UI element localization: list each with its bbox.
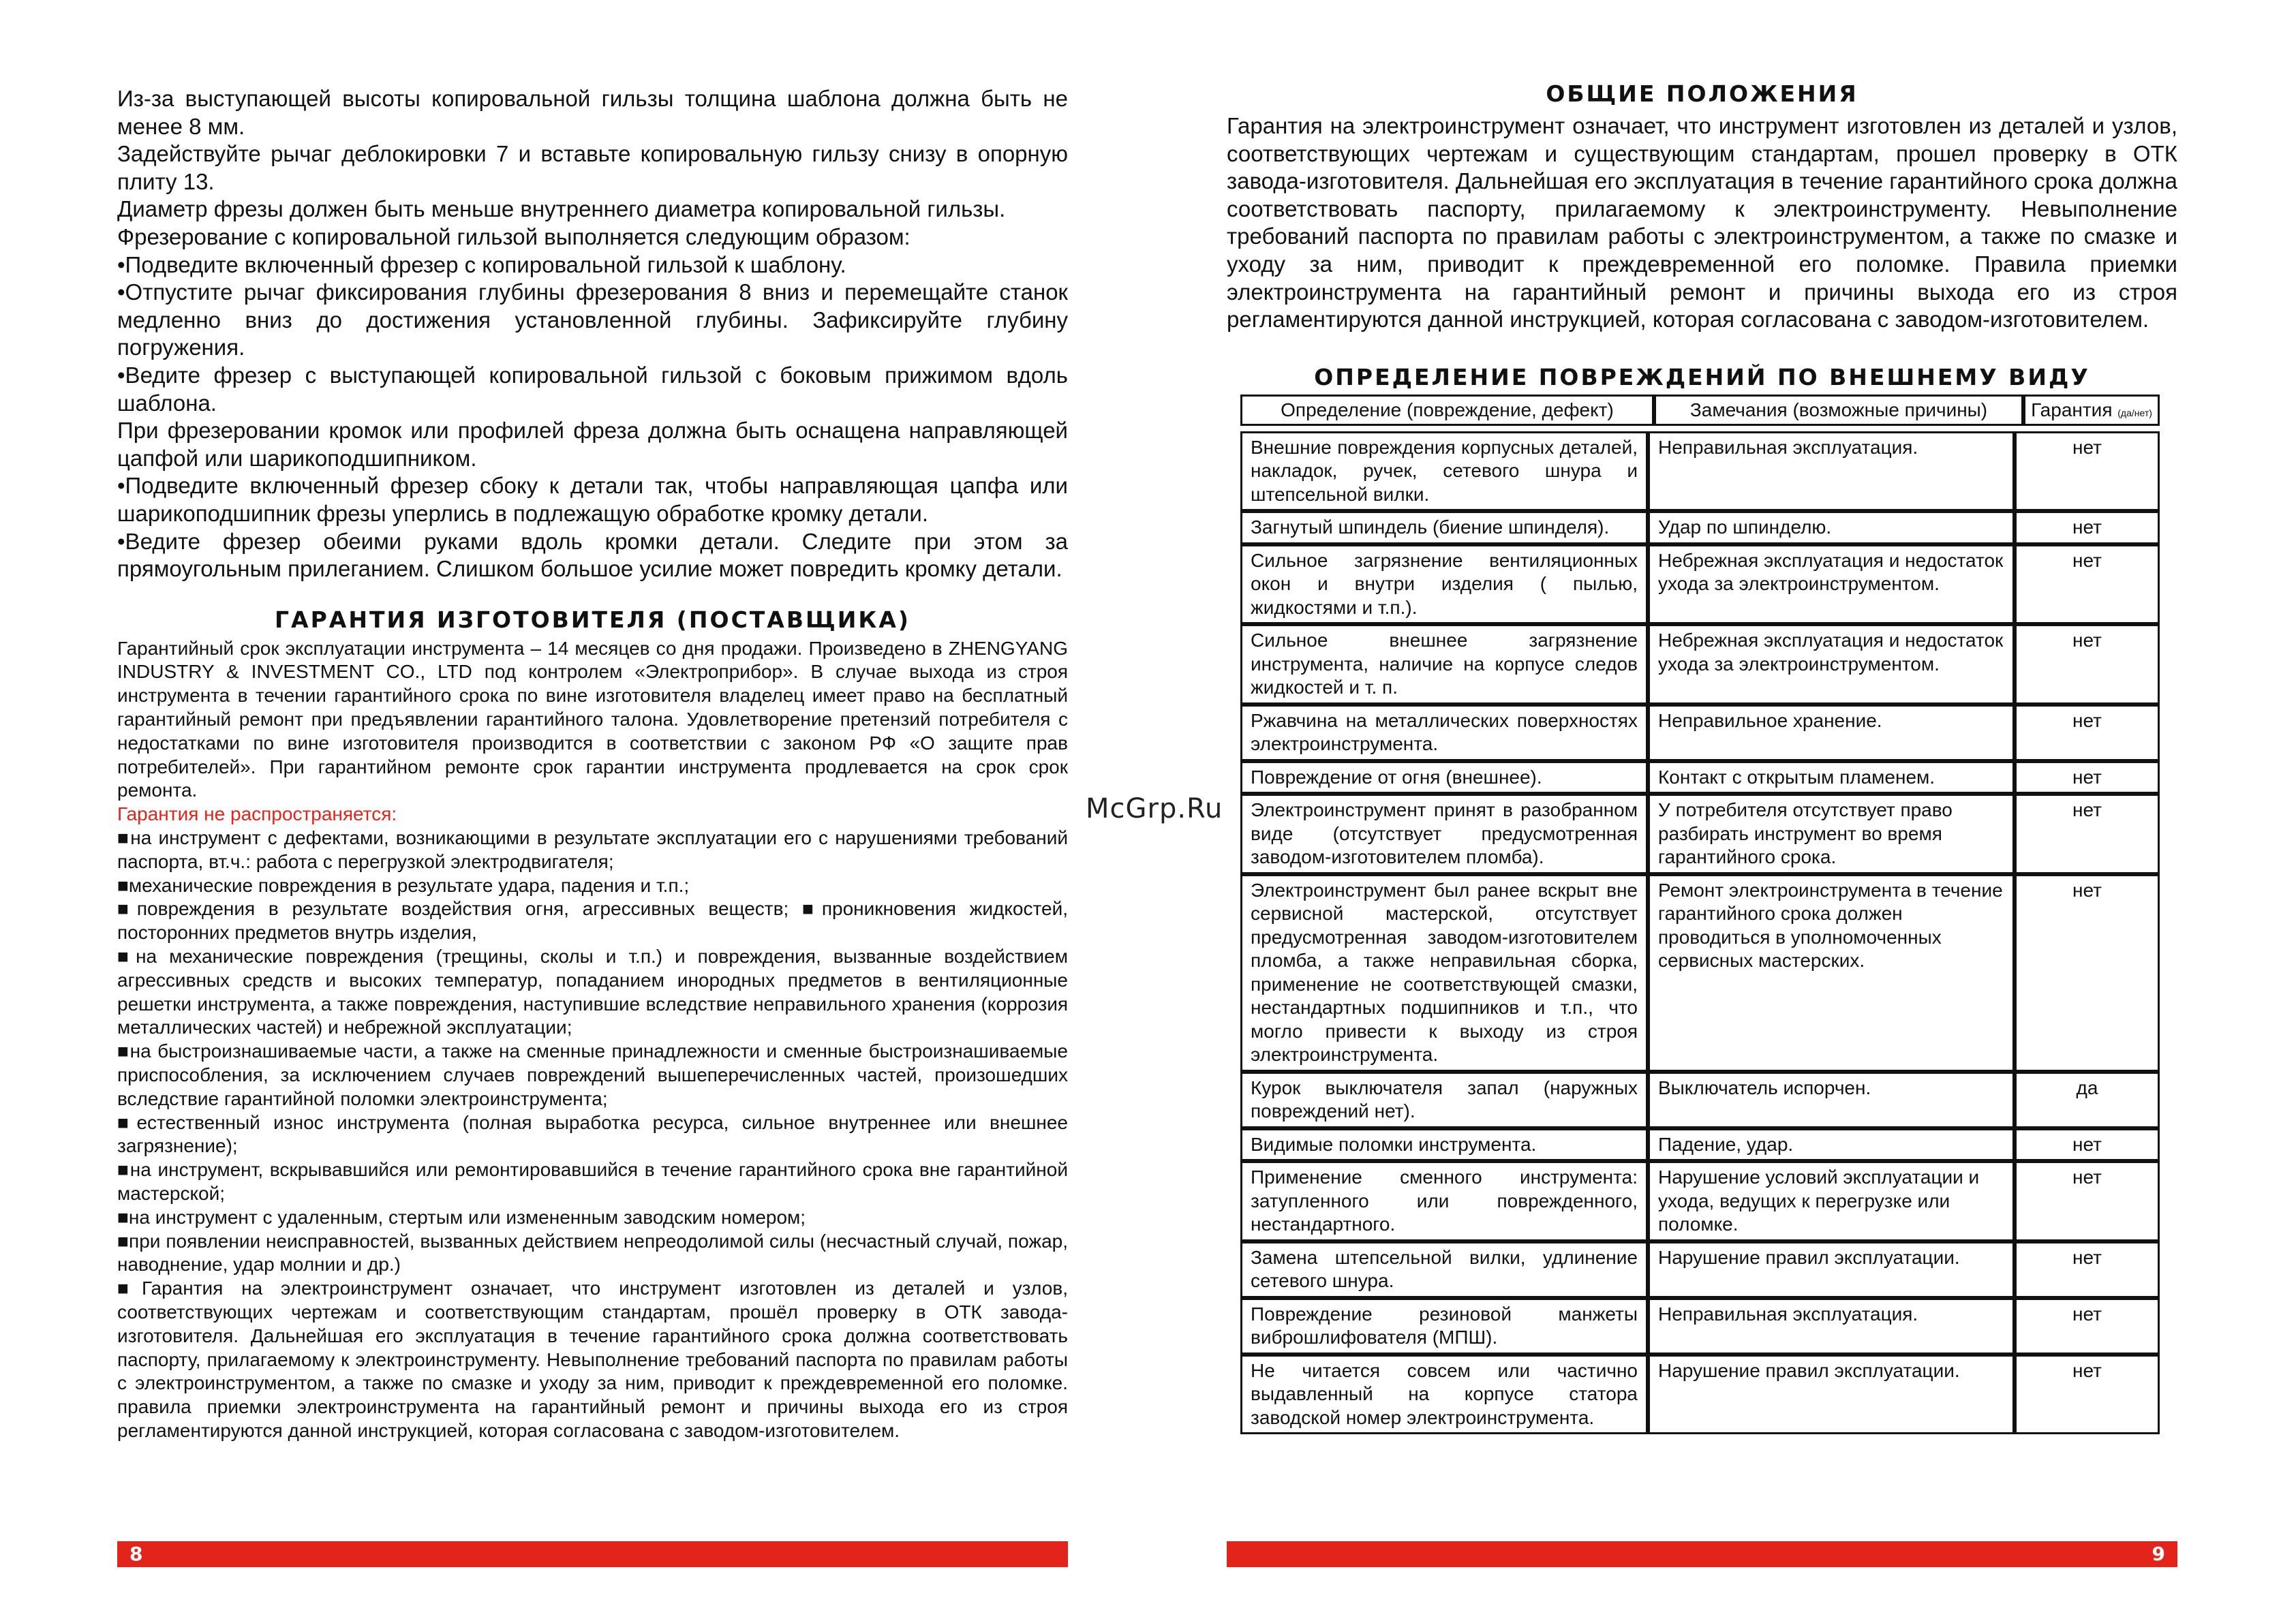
paragraph: •Ведите фрезер с выступающей копировальной гильзой с боковым прижимом вдоль шаблона. — [117, 362, 1068, 416]
cell-definition: Повреждение резиновой манжеты виброшлифователя (МПШ). — [1240, 1298, 1648, 1355]
cell-definition: Сильное внешнее загрязнение инструмента, наличие на корпусе следов жидкостей и т. п. — [1240, 624, 1648, 705]
cell-warranty: нет — [2015, 705, 2160, 761]
table-row — [1240, 761, 2160, 794]
paragraph: •Ведите фрезер обеими руками вдоль кромки детали. Следите при этом за прямоугольным прилеганием. Слишком большое усилие может повредить кромку детали. — [117, 528, 1068, 582]
bullet-item: ■на инструмент, вскрывавшийся или ремонтировавшийся в течение гарантийного срока вне гарантийной мастерской; — [117, 1159, 1068, 1205]
cell-warranty: нет — [2015, 874, 2160, 1072]
page-number-right: 9 — [1227, 1541, 2177, 1567]
cell-warranty: нет — [2015, 1241, 2160, 1298]
header-warranty — [2023, 395, 2160, 426]
cell-warranty: нет — [2015, 511, 2160, 544]
table-row — [1240, 874, 2160, 1072]
cell-warranty: нет — [2015, 1161, 2160, 1241]
cell-warranty: нет — [2015, 761, 2160, 794]
cell-definition: Ржавчина на металлических поверхностях электроинструмента. — [1240, 705, 1648, 761]
damage-table — [1240, 431, 2160, 1435]
bullet-item: ■при появлении неисправностей, вызванных действием непреодолимой силы (несчастный случай, пожар, наводнение, удар молнии и др.) — [117, 1230, 1068, 1276]
bullet-item: ■повреждения в результате воздействия огня, агрессивных веществ; ■проникновения жидкостей, посторонних предметов внутрь изделия, — [117, 898, 1068, 944]
table-header — [1240, 395, 2160, 426]
paragraph: Из-за выступающей высоты копировальной гильзы толщина шаблона должна быть не менее 8 мм. — [117, 86, 1068, 139]
table-row — [1240, 431, 2160, 512]
table-row — [1240, 1161, 2160, 1241]
cell-definition: Видимые поломки инструмента. — [1240, 1128, 1648, 1162]
cell-definition: Применение сменного инструмента: затупленного или поврежденного, нестандартного. — [1240, 1161, 1648, 1241]
cell-remarks: Неправильное хранение. — [1648, 705, 2015, 761]
bullet-item: ■Гарантия на электроинструмент означает, что инструмент изготовлен из деталей и узлов, соответствующих чертежам и соответствующим стандартам, прошёл проверку в ОТК завода-изготовителя. Дальнейшая его эксплуатация в течение гарантийного срока должна соответствовать паспорту, прилагаемому к электроинструменту. Невыполнение требований паспорта по правилам работы с электроинструментом, а также по смазке и уходу за ним, приводит к преждевременной его поломке. правила приемки электроинструмента на гарантийный ремонт и причины выхода его из строя регламентируются данной инструкцией, которая согласована с заводом-изготовителем. — [117, 1278, 1068, 1441]
page-number-left: 8 — [117, 1541, 1068, 1567]
cell-remarks: Небрежная эксплуатация и недостаток ухода за электроинструментом. — [1648, 624, 2015, 705]
bullet-item: ■механические повреждения в результате удара, падения и т.п.; — [117, 874, 690, 896]
cell-warranty: нет — [2015, 1128, 2160, 1162]
cell-definition: Загнутый шпиндель (биение шпинделя). — [1240, 511, 1648, 544]
cell-definition: Повреждение от огня (внешнее). — [1240, 761, 1648, 794]
cell-definition: Электроинструмент принят в разобранном виде (отсутствует предусмотренная заводом-изготовителем пломба). — [1240, 794, 1648, 874]
cell-warranty: нет — [2015, 1355, 2160, 1435]
right-page — [1227, 80, 2177, 1434]
cell-remarks: Нарушение условий эксплуатации и ухода, ведущих к перегрузке или поломке. — [1648, 1161, 2015, 1241]
table-row — [1240, 544, 2160, 625]
cell-warranty: нет — [2015, 794, 2160, 874]
table-row — [1240, 1128, 2160, 1162]
header-warranty-label: Гарантия — [2031, 399, 2113, 420]
router-instructions — [117, 85, 1068, 583]
table-row — [1240, 1298, 2160, 1355]
bullet-item: ■на инструмент с удаленным, стертым или измененным заводским номером; — [117, 1206, 806, 1228]
paragraph: •Подведите включенный фрезер с копировальной гильзой к шаблону. — [117, 251, 846, 277]
paragraph: При фрезеровании кромок или профилей фреза должна быть оснащена направляющей цапфой или шарикоподшипником. — [117, 418, 1068, 471]
header-warranty-small: (да/нет) — [2117, 407, 2152, 418]
cell-remarks: Небрежная эксплуатация и недостаток ухода за электроинструментом. — [1648, 544, 2015, 625]
cell-definition: Внешние повреждения корпусных деталей, накладок, ручек, сетевого шнура и штепсельной вилки. — [1240, 431, 1648, 512]
table-row — [1240, 1072, 2160, 1128]
left-page — [117, 85, 1068, 1443]
paragraph: Фрезерование с копировальной гильзой выполняется следующим образом: — [117, 223, 910, 249]
cell-definition: Замена штепсельной вилки, удлинение сетевого шнура. — [1240, 1241, 1648, 1298]
general-text: Гарантия на электроинструмент означает, что инструмент изготовлен из деталей и узлов, соответствующих чертежам и существующим стандартам, прошел проверку в ОТК завода-изготовителя. Дальнейшая его эксплуатация в течение гарантийного срока должна соответствовать паспорту, прилагаемому к электроинструменту. Невыполнение требований паспорта по правилам работы с электроинструментом, а также по смазке и уходу за ним, приводит к преждевременной его поломке. Правила приемки электроинструмента на гарантийный ремонт и причины выхода его из строя регламентируются данной инструкцией, которая согласована с заводом-изготовителем. — [1227, 113, 2177, 333]
paragraph: •Отпустите рычаг фиксирования глубины фрезерования 8 вниз и перемещайте станок медленно вниз до достижения установленной глубины. Зафиксируйте глубину погружения. — [117, 279, 1068, 360]
cell-definition: Не читается совсем или частично выдавленный на корпусе статора заводской номер электроинструмента. — [1240, 1355, 1648, 1435]
header-definition: Определение (повреждение, дефект) — [1240, 395, 1654, 426]
cell-remarks: Неправильная эксплуатация. — [1648, 431, 2015, 512]
cell-definition: Электроинструмент был ранее вскрыт вне сервисной мастерской, отсутствует предусмотренная заводом-изготовителем пломба, а также неправильная сборка, применение не соответствующей смазки, нестандартных подшипников и т.п., что могло привести к выходу из строя электроинструмента. — [1240, 874, 1648, 1072]
cell-warranty: нет — [2015, 544, 2160, 625]
watermark: McGrp.Ru — [1086, 793, 1223, 824]
cell-remarks: Удар по шпинделю. — [1648, 511, 2015, 544]
cell-definition: Сильное загрязнение вентиляционных окон и внутри изделия ( пылью, жидкостями и т.п.). — [1240, 544, 1648, 625]
table-row — [1240, 794, 2160, 874]
table-row — [1240, 705, 2160, 761]
bullet-item: ■естественный износ инструмента (полная выработка ресурса, сильное внутреннее или внешнее загрязнение); — [117, 1111, 1068, 1157]
paragraph: Диаметр фрезы должен быть меньше внутреннего диаметра копировальной гильзы. — [117, 196, 1006, 222]
table-row — [1240, 624, 2160, 705]
table-heading: ОПРЕДЕЛЕНИЕ ПОВРЕЖДЕНИЙ ПО ВНЕШНЕМУ ВИДУ — [1314, 363, 2090, 390]
table-row — [1240, 1355, 2160, 1435]
cell-warranty: да — [2015, 1072, 2160, 1128]
cell-warranty: нет — [2015, 624, 2160, 705]
bullet-item: ■на инструмент с дефектами, возникающими в результате эксплуатации его с нарушениями требований паспорта, вт.ч.: работа с перегрузкой электродвигателя; — [117, 827, 1068, 872]
cell-remarks: Неправильная эксплуатация. — [1648, 1298, 2015, 1355]
cell-remarks: Нарушение правил эксплуатации. — [1648, 1241, 2015, 1298]
cell-remarks: Ремонт электроинструмента в течение гарантийного срока должен проводиться в уполномоченных сервисных мастерских. — [1648, 874, 2015, 1072]
cell-remarks: Контакт с открытым пламенем. — [1648, 761, 2015, 794]
header-remarks: Замечания (возможные причины) — [1654, 395, 2023, 426]
warranty-section — [117, 637, 1068, 1443]
cell-warranty: нет — [2015, 1298, 2160, 1355]
warranty-heading: ГАРАНТИЯ ИЗГОТОВИТЕЛЯ (ПОСТАВЩИКА) — [275, 606, 910, 633]
table-row — [1240, 1241, 2160, 1298]
general-heading: ОБЩИЕ ПОЛОЖЕНИЯ — [1546, 80, 1858, 107]
cell-remarks: Нарушение правил эксплуатации. — [1648, 1355, 2015, 1435]
cell-definition: Курок выключателя запал (наружных повреждений нет). — [1240, 1072, 1648, 1128]
paragraph: Задействуйте рычаг деблокировки 7 и вставьте копировальную гильзу снизу в опорную плиту 13. — [117, 141, 1068, 194]
not-covered-label: Гарантия не распространяется: — [117, 803, 397, 825]
bullet-item: ■на быстроизнашиваемые части, а также на сменные принадлежности и сменные быстроизнашиваемые приспособления, за исключением случаев повреждений вышеперечисленных частей, произошедших вследствие гарантийной поломки электроинструмента; — [117, 1040, 1068, 1109]
paragraph: •Подведите включенный фрезер сбоку к детали так, чтобы направляющая цапфа или шарикоподшипник фрезы уперлись в подлежащую обработке кромку детали. — [117, 473, 1068, 526]
cell-remarks: Выключатель испорчен. — [1648, 1072, 2015, 1128]
cell-remarks: Падение, удар. — [1648, 1128, 2015, 1162]
warranty-text: Гарантийный срок эксплуатации инструмента – 14 месяцев со дня продажи. Произведено в ZHENGYANG INDUSTRY & INVESTMENT CO., LTD под контролем «Электроприбор». В случае выхода из строя инструмента в течении гарантийного срока по вине изготовителя владелец имеет право на бесплатный гарантийный ремонт при предъявлении гарантийного талона. Удовлетворение претензий потребителя с недостатками по вине изготовителя производится в соответствии с законом РФ «О защите прав потребителей». При гарантийном ремонте срок гарантии инструмента продлевается на срок срок ремонта. — [117, 637, 1068, 801]
table-row — [1240, 511, 2160, 544]
cell-remarks: У потребителя отсутствует право разбирать инструмент во время гарантийного срока. — [1648, 794, 2015, 874]
cell-warranty: нет — [2015, 431, 2160, 512]
bullet-item: ■на механические повреждения (трещины, сколы и т.п.) и повреждения, вызванные воздействием агрессивных средств и высоких температур, попаданием инородных предметов в вентиляционные решетки инструмента, а также повреждения, наступившие вследствие неправильного хранения (коррозия металлических частей) и небрежной эксплуатации; — [117, 946, 1068, 1038]
general-section — [1227, 112, 2177, 334]
